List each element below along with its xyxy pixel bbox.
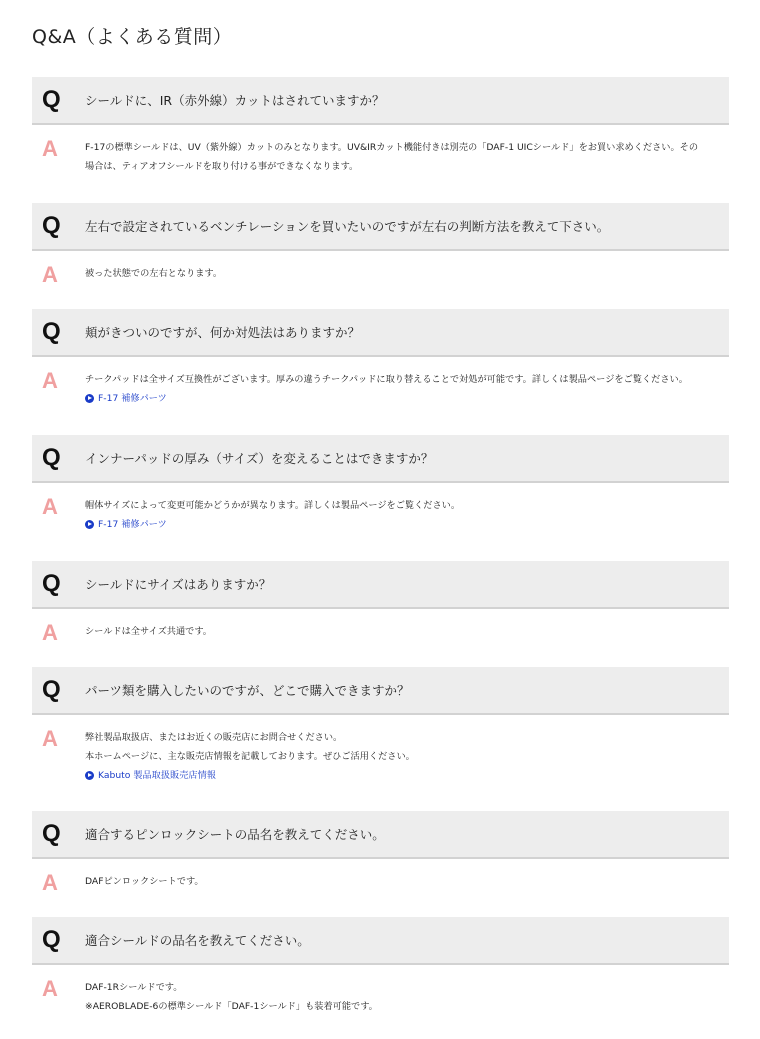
question-text: シールドに、IR（赤外線）カットはされていますか？ bbox=[85, 93, 385, 108]
question-marker: Q bbox=[42, 444, 61, 471]
answer-block bbox=[32, 483, 729, 561]
answer-marker: A bbox=[42, 494, 58, 519]
answer-marker: A bbox=[42, 262, 58, 287]
answer-line: チークパッドは全サイズ互換性がございます。厚みの違うチークパッドに取り替えることで対処が可能です。詳しくは製品ページをご覧ください。 bbox=[85, 374, 688, 385]
answer-text bbox=[85, 264, 725, 283]
answer-text bbox=[85, 370, 725, 410]
answer-link-label: Kabuto 製品取扱販売店情報 bbox=[98, 770, 216, 781]
answer-text bbox=[85, 872, 725, 891]
question-bar bbox=[32, 77, 729, 125]
question-marker: Q bbox=[42, 212, 61, 239]
answer-line: F-17の標準シールドは、UV（紫外線）カットのみとなります。UV&IRカット機能付きは別売の「DAF-1 UICシールド」をお買い求めください。その bbox=[85, 142, 699, 153]
answer-line: シールドは全サイズ共通です。 bbox=[85, 626, 212, 637]
answer-line: 被った状態での左右となります。 bbox=[85, 268, 223, 279]
question-bar bbox=[32, 811, 729, 859]
answer-marker: A bbox=[42, 620, 58, 645]
question-bar bbox=[32, 309, 729, 357]
answer-link[interactable] bbox=[85, 389, 167, 408]
answer-link-label: F-17 補修パーツ bbox=[98, 519, 167, 530]
answer-link[interactable] bbox=[85, 515, 167, 534]
answer-block bbox=[32, 357, 729, 435]
question-bar bbox=[32, 917, 729, 965]
answer-line: 場合は、ティアオフシールドを取り付ける事ができなくなります。 bbox=[85, 161, 359, 172]
answer-text bbox=[85, 978, 725, 1016]
answer-block bbox=[32, 251, 729, 309]
answer-line: DAF-1Rシールドです。 bbox=[85, 982, 183, 993]
answer-text bbox=[85, 728, 725, 787]
question-marker: Q bbox=[42, 926, 61, 953]
question-text: インナーパッドの厚み（サイズ）を変えることはできますか？ bbox=[85, 451, 434, 466]
question-marker: Q bbox=[42, 570, 61, 597]
answer-marker: A bbox=[42, 870, 58, 895]
answer-block bbox=[32, 125, 729, 203]
play-circle-icon bbox=[85, 771, 94, 780]
qa-list bbox=[32, 77, 729, 1039]
question-bar bbox=[32, 203, 729, 251]
question-text: パーツ類を購入したいのですが、どこで購入できますか？ bbox=[85, 683, 410, 698]
play-circle-icon bbox=[85, 394, 94, 403]
answer-marker: A bbox=[42, 136, 58, 161]
question-text: シールドにサイズはありますか？ bbox=[85, 577, 272, 592]
question-bar bbox=[32, 435, 729, 483]
answer-text bbox=[85, 622, 725, 641]
answer-block bbox=[32, 609, 729, 667]
answer-marker: A bbox=[42, 976, 58, 1001]
question-bar bbox=[32, 667, 729, 715]
answer-marker: A bbox=[42, 726, 58, 751]
question-text: 適合シールドの品名を教えてください。 bbox=[85, 933, 310, 948]
play-circle-icon bbox=[85, 520, 94, 529]
answer-marker: A bbox=[42, 368, 58, 393]
answer-block bbox=[32, 715, 729, 811]
question-marker: Q bbox=[42, 676, 61, 703]
question-marker: Q bbox=[42, 318, 61, 345]
question-text: 頬がきついのですが、何か対処法はありますか？ bbox=[85, 325, 361, 340]
question-marker: Q bbox=[42, 820, 61, 847]
answer-link-label: F-17 補修パーツ bbox=[98, 393, 167, 404]
question-bar bbox=[32, 561, 729, 609]
answer-link[interactable] bbox=[85, 766, 216, 785]
page-title: Q&A（よくある質問） bbox=[32, 26, 233, 48]
answer-line: 弊社製品取扱店、またはお近くの販売店にお問合せください。 bbox=[85, 732, 343, 743]
question-text: 適合するピンロックシートの品名を教えてください。 bbox=[85, 827, 385, 842]
answer-line: 帽体サイズによって変更可能かどうかが異なります。詳しくは製品ページをご覧ください。 bbox=[85, 500, 461, 511]
answer-line: 本ホームページに、主な販売店情報を記載しております。ぜひご活用ください。 bbox=[85, 751, 415, 762]
answer-line: ※AEROBLADE-6の標準シールド「DAF-1シールド」も装着可能です。 bbox=[85, 1001, 378, 1012]
answer-block bbox=[32, 965, 729, 1039]
answer-text bbox=[85, 496, 725, 536]
question-marker: Q bbox=[42, 86, 61, 113]
question-text: 左右で設定されているベンチレーションを買いたいのですが左右の判断方法を教えて下さい。 bbox=[85, 219, 610, 234]
answer-line: DAFピンロックシートです。 bbox=[85, 876, 204, 887]
answer-block bbox=[32, 859, 729, 917]
answer-text bbox=[85, 138, 725, 176]
